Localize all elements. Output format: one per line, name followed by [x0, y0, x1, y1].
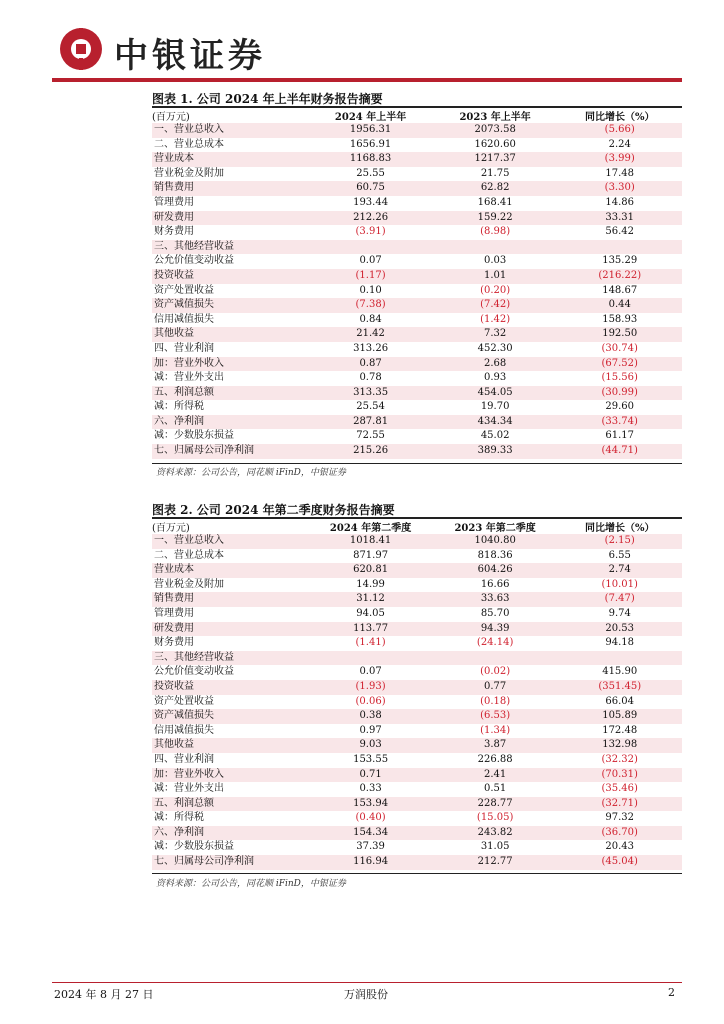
row-label: 信用减值损失	[154, 724, 214, 736]
row-value: 215.26	[308, 444, 433, 459]
table-row	[152, 578, 682, 593]
row-value: 9.03	[308, 738, 433, 753]
table1-header-cell: 2023 年上半年	[459, 112, 531, 123]
row-value: 33.31	[557, 211, 682, 226]
table-row	[152, 534, 682, 549]
row-value: 159.22	[433, 211, 558, 226]
row-value: 14.86	[605, 196, 635, 208]
row-value: 21.42	[308, 327, 433, 342]
row-label: 营业税金及附加	[154, 167, 224, 179]
row-value: 0.10	[359, 284, 382, 296]
row-value: 212.26	[308, 211, 433, 226]
row-label: 七、归属母公司净利润	[152, 855, 308, 870]
table-row	[152, 400, 682, 415]
table-row	[152, 840, 682, 855]
row-value: 2.68	[433, 357, 558, 372]
row-label: 五、利润总额	[152, 797, 308, 812]
row-value: 2.24	[608, 138, 631, 150]
row-value: (6.53)	[433, 709, 558, 724]
row-value: 72.55	[356, 430, 385, 442]
row-label: 六、净利润	[152, 415, 308, 430]
row-value: 1217.37	[433, 152, 558, 167]
row-value: (5.66)	[557, 123, 682, 138]
row-value: 389.33	[433, 444, 558, 459]
row-label: 财务费用	[154, 226, 194, 238]
table-row	[152, 563, 682, 578]
row-value: 452.30	[477, 342, 513, 354]
row-value: 29.60	[605, 401, 635, 413]
table-row	[152, 196, 682, 211]
row-value: (24.14)	[476, 637, 514, 649]
row-label: 二、营业总成本	[154, 138, 224, 150]
row-value: (216.22)	[557, 269, 682, 284]
table-row	[152, 622, 682, 637]
row-label: 二、营业总成本	[154, 549, 224, 561]
logo-bar-bottom	[79, 58, 83, 70]
table-row	[152, 782, 682, 797]
row-value: (0.18)	[480, 695, 511, 707]
row-value: (30.74)	[601, 342, 638, 354]
row-value: 212.77	[433, 855, 558, 870]
row-label: 投资收益	[152, 269, 308, 284]
table1-title: 图表 1. 公司 2024 年上半年财务报告摘要	[152, 92, 383, 106]
row-label: 营业税金及附加	[154, 578, 224, 590]
row-value: 113.77	[308, 622, 433, 637]
row-value: 454.05	[433, 386, 558, 401]
row-value: (0.40)	[355, 812, 386, 824]
row-label: 公允价值变动收益	[154, 255, 234, 267]
row-value: (3.30)	[557, 181, 682, 196]
table1-source: 资料来源：公司公告，同花顺 iFinD，中银证券	[156, 468, 346, 478]
row-value: 94.39	[433, 622, 558, 637]
row-label: 投资收益	[152, 680, 308, 695]
table-row	[152, 549, 682, 564]
row-label: 管理费用	[154, 196, 194, 208]
row-value: (1.93)	[308, 680, 433, 695]
row-value: 1168.83	[308, 152, 433, 167]
row-value	[433, 240, 558, 255]
table-row	[152, 181, 682, 196]
row-value: (10.01)	[601, 578, 638, 590]
table-row	[152, 167, 682, 182]
row-label: 研发费用	[152, 211, 308, 226]
row-value: 0.33	[359, 783, 382, 795]
logo-square	[76, 44, 86, 54]
table-row	[152, 254, 682, 269]
row-value: 7.32	[433, 327, 558, 342]
row-value: (0.02)	[480, 666, 511, 678]
row-value: 1.01	[433, 269, 558, 284]
row-value: 61.17	[605, 430, 635, 442]
row-value: 0.93	[484, 372, 507, 384]
row-label: 公允价值变动收益	[154, 666, 234, 678]
row-label: 管理费用	[154, 607, 194, 619]
row-value: (33.74)	[557, 415, 682, 430]
row-value: 37.39	[356, 841, 385, 853]
row-value	[433, 651, 558, 666]
row-value: 226.88	[477, 753, 513, 765]
report-header	[52, 28, 682, 84]
table-row	[152, 636, 682, 651]
table-row	[152, 444, 682, 459]
table-row	[152, 371, 682, 386]
row-value: (0.20)	[480, 284, 511, 296]
row-value: (70.31)	[557, 768, 682, 783]
page-number: 2	[668, 986, 675, 999]
row-label: 营业成本	[152, 152, 308, 167]
row-value: 0.84	[359, 313, 382, 325]
row-value: (30.99)	[557, 386, 682, 401]
row-label: 四、营业利润	[154, 342, 214, 354]
row-value: 871.97	[353, 549, 389, 561]
row-value: 0.77	[433, 680, 558, 695]
row-value: 3.87	[433, 738, 558, 753]
table-row	[152, 855, 682, 870]
table-row	[152, 152, 682, 167]
row-label: 七、归属母公司净利润	[152, 444, 308, 459]
row-value: 20.43	[605, 841, 635, 853]
row-label: 五、利润总额	[152, 386, 308, 401]
row-value: 1040.80	[433, 534, 558, 549]
row-label: 三、其他经营收益	[152, 651, 308, 666]
footer-date: 2024 年 8 月 27 日	[54, 988, 154, 1001]
row-value: (15.56)	[601, 372, 638, 384]
row-value: (35.46)	[601, 783, 638, 795]
row-value: 193.44	[353, 196, 389, 208]
row-value: 153.94	[308, 797, 433, 812]
row-label: 加：营业外收入	[152, 768, 308, 783]
row-label: 四、营业利润	[154, 753, 214, 765]
table1-bottom-rule	[152, 463, 682, 464]
row-value: (44.71)	[557, 444, 682, 459]
row-value: 153.55	[353, 753, 389, 765]
row-value: 21.75	[480, 167, 510, 179]
table2-header-cell: 同比增长（%）	[584, 523, 655, 534]
row-value: (15.05)	[476, 812, 514, 824]
row-label: 研发费用	[152, 622, 308, 637]
row-label: 减：所得税	[154, 812, 204, 824]
row-value: 0.07	[359, 255, 382, 267]
table-row	[152, 123, 682, 138]
row-label: 加：营业外收入	[152, 357, 308, 372]
row-label: 资产减值损失	[152, 709, 308, 724]
row-value: (2.15)	[557, 534, 682, 549]
row-value: (0.06)	[355, 695, 386, 707]
row-label: 资产减值损失	[152, 298, 308, 313]
row-value: 85.70	[480, 607, 510, 619]
row-value: (45.04)	[557, 855, 682, 870]
row-value: 313.35	[308, 386, 433, 401]
row-value: 148.67	[602, 284, 638, 296]
row-value: 0.51	[484, 783, 507, 795]
table2	[152, 519, 682, 870]
row-value: 45.02	[480, 430, 510, 442]
row-value: 25.55	[356, 167, 385, 179]
table-row	[152, 211, 682, 226]
table-row	[152, 313, 682, 328]
table-row	[152, 651, 682, 666]
footer-company: 万润股份	[344, 988, 388, 1001]
row-value: 415.90	[602, 666, 638, 678]
row-value: 31.05	[480, 841, 510, 853]
row-label: 资产处置收益	[154, 284, 214, 296]
row-label: 资产处置收益	[154, 695, 214, 707]
row-value: 192.50	[557, 327, 682, 342]
row-value: 56.42	[605, 226, 635, 238]
row-value: 17.48	[605, 167, 635, 179]
table2-source: 资料来源：公司公告，同花顺 iFinD，中银证券	[156, 879, 346, 889]
table-row	[152, 327, 682, 342]
table-row	[152, 768, 682, 783]
row-value: 0.03	[484, 255, 507, 267]
row-value: 0.78	[359, 372, 382, 384]
row-label: 销售费用	[152, 592, 308, 607]
row-value: 33.63	[433, 592, 558, 607]
row-label: 减：营业外支出	[154, 372, 224, 384]
row-value: 105.89	[557, 709, 682, 724]
row-value: 6.55	[608, 549, 631, 561]
row-value: 0.44	[557, 298, 682, 313]
row-value: 116.94	[308, 855, 433, 870]
row-value: (36.70)	[557, 826, 682, 841]
row-value: 135.29	[602, 255, 638, 267]
table1-header-cell: 2024 年上半年	[334, 112, 407, 123]
table-row	[152, 225, 682, 240]
table-row	[152, 695, 682, 710]
row-label: 三、其他经营收益	[152, 240, 308, 255]
row-value: (7.38)	[308, 298, 433, 313]
row-label: 减：营业外支出	[154, 783, 224, 795]
row-value: 0.97	[359, 724, 382, 736]
row-value: 228.77	[433, 797, 558, 812]
row-value: (8.98)	[480, 226, 511, 238]
row-value: 20.53	[557, 622, 682, 637]
row-value: (67.52)	[557, 357, 682, 372]
table-row	[152, 415, 682, 430]
row-value: 97.32	[605, 812, 635, 824]
row-value: 313.26	[353, 342, 389, 354]
table-row	[152, 724, 682, 739]
row-value: 287.81	[308, 415, 433, 430]
row-value	[557, 651, 682, 666]
row-value: 0.87	[308, 357, 433, 372]
row-value	[308, 240, 433, 255]
row-label: 减：少数股东损益	[154, 841, 234, 853]
row-label: 其他收益	[152, 327, 308, 342]
row-value: 818.36	[477, 549, 513, 561]
table1-header-cell: (百万元)	[152, 112, 190, 123]
row-value: (1.17)	[308, 269, 433, 284]
row-value: 620.81	[308, 563, 433, 578]
table2-header-cell: (百万元)	[152, 523, 190, 534]
row-value: (3.91)	[355, 226, 386, 238]
row-value: (1.41)	[355, 637, 386, 649]
row-value	[557, 240, 682, 255]
row-value: 1956.31	[308, 123, 433, 138]
table-row	[152, 429, 682, 444]
row-value: (7.47)	[557, 592, 682, 607]
row-value: 172.48	[602, 724, 638, 736]
row-value: 168.41	[477, 196, 513, 208]
table-row	[152, 138, 682, 153]
row-value: 243.82	[433, 826, 558, 841]
table2-title: 图表 2. 公司 2024 年第二季度财务报告摘要	[152, 503, 395, 517]
row-label: 一、营业总收入	[152, 534, 308, 549]
row-value: 0.71	[308, 768, 433, 783]
row-value: (351.45)	[557, 680, 682, 695]
table-row	[152, 592, 682, 607]
table-row	[152, 284, 682, 299]
table-row	[152, 709, 682, 724]
row-value: 0.38	[308, 709, 433, 724]
row-label: 财务费用	[154, 637, 194, 649]
table2-header-row	[152, 519, 682, 534]
table1-header-row	[152, 108, 682, 123]
row-value: 2.41	[433, 768, 558, 783]
row-label: 一、营业总收入	[152, 123, 308, 138]
table1-header-cell: 同比增长（%）	[584, 112, 655, 123]
table-row	[152, 607, 682, 622]
table-row	[152, 269, 682, 284]
row-value: 62.82	[433, 181, 558, 196]
row-value	[308, 651, 433, 666]
footer-divider	[52, 982, 682, 983]
row-value: 60.75	[308, 181, 433, 196]
row-value: 9.74	[608, 607, 631, 619]
table-row	[152, 826, 682, 841]
row-value: 1018.41	[308, 534, 433, 549]
table-row	[152, 298, 682, 313]
row-value: (32.71)	[557, 797, 682, 812]
row-label: 销售费用	[152, 181, 308, 196]
row-label: 减：所得税	[154, 401, 204, 413]
table2-bottom-rule	[152, 873, 682, 874]
row-value: 2073.58	[433, 123, 558, 138]
row-label: 其他收益	[152, 738, 308, 753]
table1	[152, 108, 682, 459]
row-value: 0.07	[359, 666, 382, 678]
table-row	[152, 357, 682, 372]
brand-name: 中银证券	[114, 36, 266, 76]
row-value: (7.42)	[433, 298, 558, 313]
row-value: 19.70	[480, 401, 510, 413]
row-value: 31.12	[308, 592, 433, 607]
row-label: 减：少数股东损益	[154, 430, 234, 442]
row-label: 营业成本	[152, 563, 308, 578]
table-row	[152, 753, 682, 768]
table-row	[152, 738, 682, 753]
row-value: 434.34	[433, 415, 558, 430]
row-value: 94.05	[356, 607, 385, 619]
row-value: (3.99)	[557, 152, 682, 167]
row-value: 25.54	[356, 401, 385, 413]
header-divider	[52, 78, 682, 82]
row-value: 1656.91	[349, 138, 392, 150]
table2-header-cell: 2024 年第二季度	[329, 523, 412, 534]
table-row	[152, 680, 682, 695]
row-value: (1.34)	[480, 724, 511, 736]
row-value: (32.32)	[601, 753, 638, 765]
table-row	[152, 386, 682, 401]
table-row	[152, 797, 682, 812]
row-value: 154.34	[308, 826, 433, 841]
bank-of-china-logo-icon	[60, 28, 102, 70]
row-value: 16.66	[480, 578, 510, 590]
row-value: 94.18	[605, 637, 635, 649]
row-value: 2.74	[557, 563, 682, 578]
table-row	[152, 665, 682, 680]
table-row	[152, 342, 682, 357]
row-value: 132.98	[557, 738, 682, 753]
row-value: 158.93	[602, 313, 638, 325]
row-value: (1.42)	[480, 313, 511, 325]
row-label: 信用减值损失	[154, 313, 214, 325]
row-value: 604.26	[433, 563, 558, 578]
table2-header-cell: 2023 年第二季度	[454, 523, 536, 534]
table-row	[152, 811, 682, 826]
row-value: 14.99	[356, 578, 385, 590]
table-row	[152, 240, 682, 255]
row-value: 1620.60	[474, 138, 516, 150]
row-value: 66.04	[605, 695, 635, 707]
row-label: 六、净利润	[152, 826, 308, 841]
